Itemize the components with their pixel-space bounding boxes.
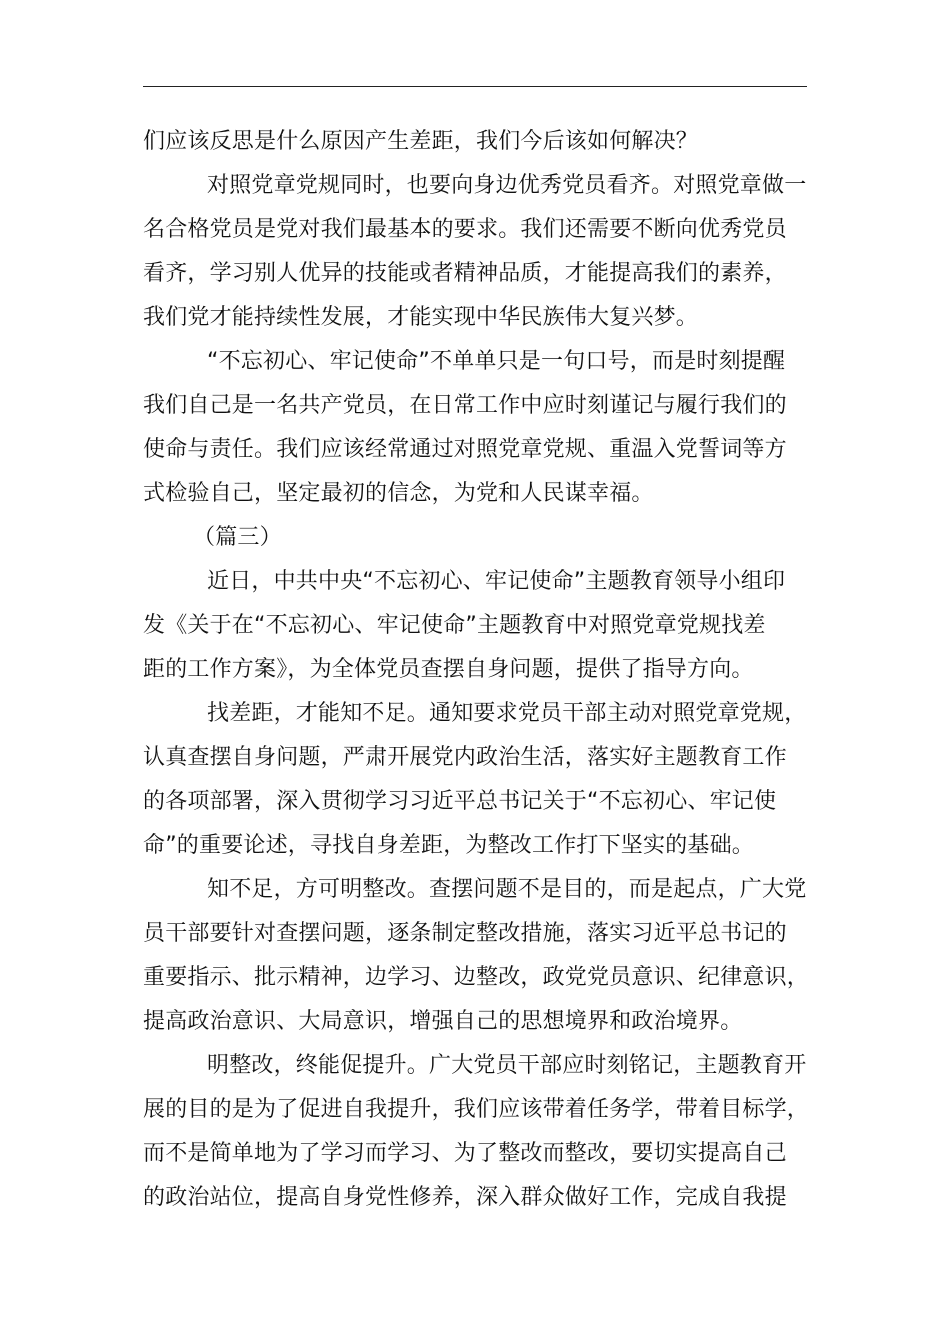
text-line: 近日，中共中央“不忘初心、牢记使命”主题教育领导小组印: [207, 569, 786, 594]
text-line: 命”的重要论述，寻找自身差距，为整改工作打下坚实的基础。: [143, 833, 754, 858]
text-line: 的政治站位，提高自身党性修养，深入群众做好工作，完成自我提: [143, 1185, 787, 1210]
text-line: 我们自己是一名共产党员，在日常工作中应时刻谨记与履行我们的: [143, 393, 787, 418]
text-line: 对照党章党规同时，也要向身边优秀党员看齐。对照党章做一: [207, 173, 807, 198]
text-line: 找差距，才能知不足。通知要求党员干部主动对照党章党规，: [207, 701, 807, 726]
text-line: “不忘初心、牢记使命”不单单只是一句口号，而是时刻提醒: [207, 349, 786, 374]
text-line: 使命与责任。我们应该经常通过对照党章党规、重温入党誓词等方: [143, 437, 787, 462]
text-line: 的各项部署，深入贯彻学习习近平总书记关于“不忘初心、牢记使: [143, 789, 777, 814]
text-line: 重要指示、批示精神，边学习、边整改，政党党员意识、纪律意识，: [143, 965, 810, 990]
header-rule: [143, 86, 807, 87]
text-line: 式检验自己，坚定最初的信念，为党和人民谋幸福。: [143, 481, 654, 506]
text-line: 明整改，终能促提升。广大党员干部应时刻铭记，主题教育开: [207, 1053, 807, 1078]
text-line: 提高政治意识、大局意识，增强自己的思想境界和政治境界。: [143, 1009, 743, 1034]
text-line: 距的工作方案》，为全体党员查摆自身问题，提供了指导方向。: [143, 657, 754, 682]
text-line: 知不足，方可明整改。查摆问题不是目的，而是起点，广大党: [207, 877, 807, 902]
text-line: 认真查摆自身问题，严肃开展党内政治生活，落实好主题教育工作: [143, 745, 787, 770]
text-line: 展的目的是为了促进自我提升，我们应该带着任务学，带着目标学，: [143, 1097, 810, 1122]
document-body: [143, 120, 833, 1220]
text-line: 我们党才能持续性发展，才能实现中华民族伟大复兴梦。: [143, 305, 699, 330]
text-line: 员干部要针对查摆问题，逐条制定整改措施，落实习近平总书记的: [143, 921, 787, 946]
section-heading: （篇三）: [193, 525, 282, 550]
text-line: 看齐，学习别人优异的技能或者精神品质，才能提高我们的素养，: [143, 261, 787, 286]
text-line: 们应该反思是什么原因产生差距，我们今后该如何解决？: [143, 129, 699, 154]
text-line: 发《关于在“不忘初心、牢记使命”主题教育中对照党章党规找差: [143, 613, 766, 638]
text-line: 名合格党员是党对我们最基本的要求。我们还需要不断向优秀党员: [143, 217, 787, 242]
text-line: 而不是简单地为了学习而学习、为了整改而整改，要切实提高自己: [143, 1141, 787, 1166]
